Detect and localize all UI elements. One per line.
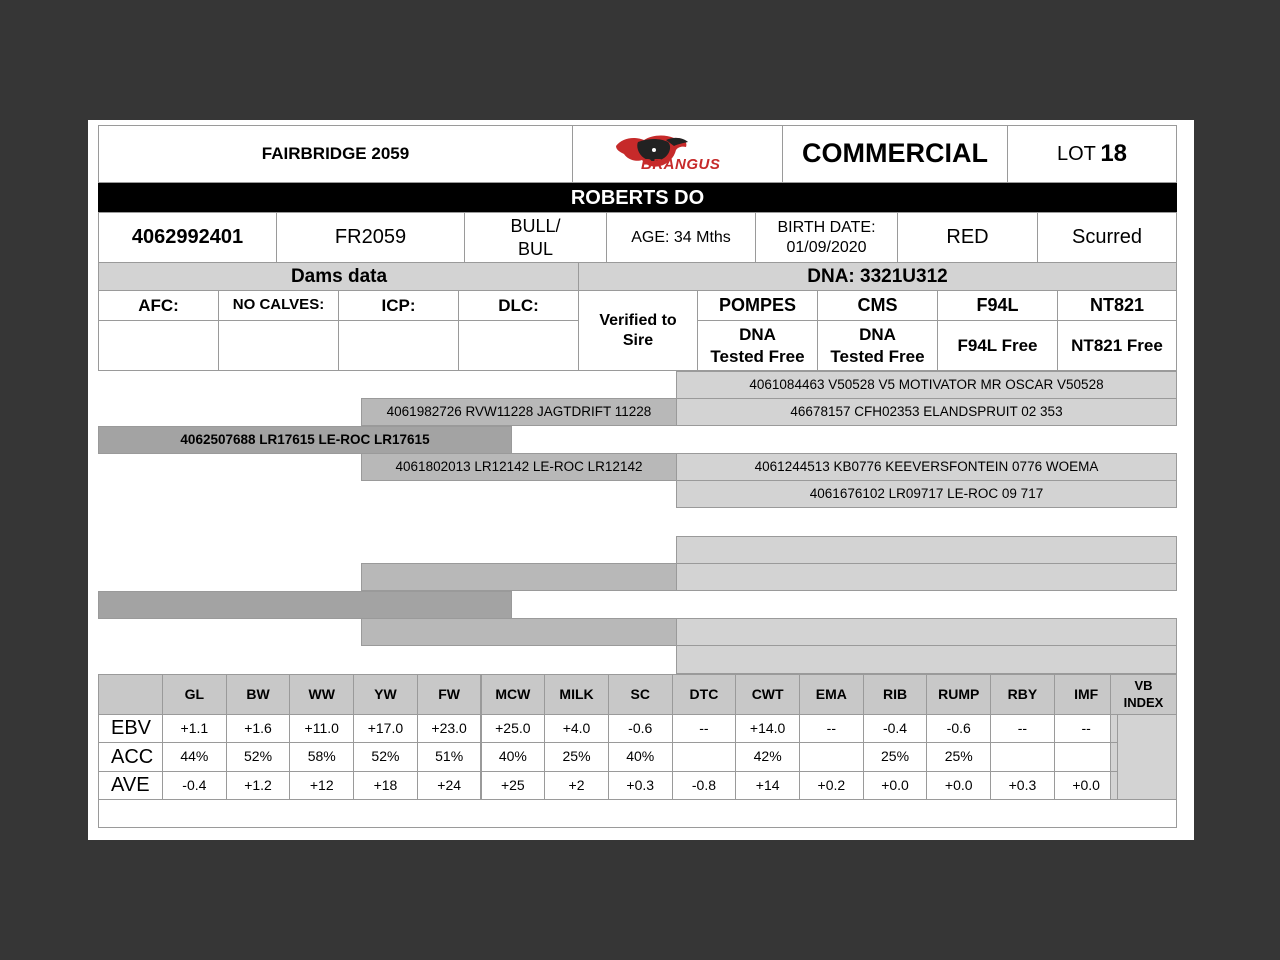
ebv-cell-acc-fw: 51%	[417, 742, 482, 772]
ebv-vb-index-value	[1110, 714, 1177, 800]
ebv-cell-ebv-bw: +1.6	[226, 714, 291, 743]
dams-header-icp: ICP:	[338, 290, 459, 321]
ebv-cell-ave-gl: -0.4	[162, 771, 227, 800]
pedigree-sire: 4062507688 LR17615 LE-ROC LR17615	[98, 426, 512, 454]
ebv-header-rib: RIB	[863, 674, 928, 715]
ebv-cell-ave-milk: +2	[544, 771, 609, 800]
ebv-cell-ave-dtc: -0.8	[672, 771, 737, 800]
pedigree-dam-dam	[361, 618, 677, 646]
ebv-cell-acc-milk: 25%	[544, 742, 609, 772]
ebv-cell-ebv-rib: -0.4	[863, 714, 928, 743]
dna-result-f94l: F94L Free	[937, 320, 1058, 371]
ebv-header-gl: GL	[162, 674, 227, 715]
ebv-cell-ebv-gl: +1.1	[162, 714, 227, 743]
ebv-header-sc: SC	[608, 674, 673, 715]
pedigree-dsd	[676, 563, 1177, 591]
ebv-cell-acc-bw: 52%	[226, 742, 291, 772]
ebv-cell-ebv-mcw: +25.0	[481, 714, 546, 743]
dams-value-dlc	[458, 320, 579, 371]
ebv-corner	[98, 674, 163, 715]
logo-text: BRANGUS	[641, 156, 721, 173]
pedigree-dss	[676, 536, 1177, 564]
ebv-cell-ave-fw: +24	[417, 771, 482, 800]
dams-value-afc	[98, 320, 219, 371]
pedigree-ssd: 46678157 CFH02353 ELANDSPRUIT 02 353	[676, 398, 1177, 426]
dams-value-calves	[218, 320, 339, 371]
ebv-cell-acc-sc: 40%	[608, 742, 673, 772]
dna-verified: Verified to Sire	[578, 290, 698, 371]
ebv-cell-acc-imf	[1054, 742, 1119, 772]
pedigree-ddd	[676, 645, 1177, 674]
ebv-header-rby: RBY	[990, 674, 1055, 715]
pedigree-sdd: 4061676102 LR09717 LE-ROC 09 717	[676, 480, 1177, 508]
ebv-cell-ave-sc: +0.3	[608, 771, 673, 800]
pedigree-sire-dam: 4061802013 LR12142 LE-ROC LR12142	[361, 453, 677, 481]
ebv-row-label-ave: AVE	[98, 771, 163, 800]
ebv-header-bw: BW	[226, 674, 291, 715]
ebv-cell-ebv-fw: +23.0	[417, 714, 482, 743]
pedigree-dam-sire	[361, 563, 677, 591]
animal-tag: FR2059	[276, 212, 465, 263]
footer-empty-row	[98, 799, 1177, 828]
ebv-cell-ave-ww: +12	[289, 771, 354, 800]
ebv-cell-ebv-milk: +4.0	[544, 714, 609, 743]
ebv-cell-ave-rby: +0.3	[990, 771, 1055, 800]
animal-horn: Scurred	[1037, 212, 1177, 263]
dna-result-cms: DNA Tested Free	[817, 320, 938, 371]
dams-header-dlc: DLC:	[458, 290, 579, 321]
ebv-header-rump: RUMP	[926, 674, 991, 715]
animal-color: RED	[897, 212, 1038, 263]
ebv-cell-ebv-sc: -0.6	[608, 714, 673, 743]
ebv-row-label-ebv: EBV	[98, 714, 163, 743]
ebv-header-ema: EMA	[799, 674, 864, 715]
ebv-cell-ebv-ema: --	[799, 714, 864, 743]
ebv-header-cwt: CWT	[735, 674, 800, 715]
dna-title: DNA: 3321U312	[578, 262, 1177, 291]
ebv-cell-ebv-dtc: --	[672, 714, 737, 743]
ebv-cell-acc-cwt: 42%	[735, 742, 800, 772]
ebv-cell-acc-gl: 44%	[162, 742, 227, 772]
ebv-cell-acc-ema	[799, 742, 864, 772]
ebv-cell-ave-yw: +18	[353, 771, 418, 800]
animal-sex: BULL/ BUL	[464, 212, 607, 263]
ebv-cell-acc-mcw: 40%	[481, 742, 546, 772]
ebv-header-fw: FW	[417, 674, 482, 715]
pedigree-dam	[98, 591, 512, 619]
ebv-header-imf: IMF	[1054, 674, 1119, 715]
ebv-cell-ave-rib: +0.0	[863, 771, 928, 800]
ebv-cell-ave-imf: +0.0	[1054, 771, 1119, 800]
animal-id: 4062992401	[98, 212, 277, 263]
ebv-cell-ebv-rby: --	[990, 714, 1055, 743]
ebv-header-dtc: DTC	[672, 674, 737, 715]
ebv-cell-ave-cwt: +14	[735, 771, 800, 800]
ebv-cell-acc-yw: 52%	[353, 742, 418, 772]
pedigree-sss: 4061084463 V50528 V5 MOTIVATOR MR OSCAR V50528	[676, 371, 1177, 399]
birth-date: BIRTH DATE: 01/09/2020	[755, 212, 898, 263]
dams-header-afc: AFC:	[98, 290, 219, 321]
pedigree-sire-sire: 4061982726 RVW11228 JAGTDRIFT 11228	[361, 398, 677, 426]
lot-card	[88, 120, 1194, 840]
ebv-cell-ave-rump: +0.0	[926, 771, 991, 800]
dna-result-nt821: NT821 Free	[1057, 320, 1177, 371]
dna-test-nt821: NT821	[1057, 290, 1177, 321]
ebv-header-milk: MILK	[544, 674, 609, 715]
ebv-cell-acc-rib: 25%	[863, 742, 928, 772]
category-label: COMMERCIAL	[782, 125, 1008, 183]
ebv-cell-ave-ema: +0.2	[799, 771, 864, 800]
dna-test-f94l: F94L	[937, 290, 1058, 321]
dams-header-calves: NO CALVES:	[218, 290, 339, 321]
animal-age: AGE: 34 Mths	[606, 212, 756, 263]
ebv-header-vb-index: VB INDEX	[1110, 674, 1177, 715]
ebv-cell-ebv-rump: -0.6	[926, 714, 991, 743]
ebv-cell-acc-rump: 25%	[926, 742, 991, 772]
pedigree-dds	[676, 618, 1177, 646]
lot-number: LOT 18	[1007, 125, 1177, 183]
ebv-header-ww: WW	[289, 674, 354, 715]
dna-result-pompes: DNA Tested Free	[697, 320, 818, 371]
ebv-cell-ave-bw: +1.2	[226, 771, 291, 800]
ebv-cell-ebv-ww: +11.0	[289, 714, 354, 743]
ebv-cell-ave-mcw: +25	[481, 771, 546, 800]
dams-title: Dams data	[98, 262, 580, 291]
pedigree-sds: 4061244513 KB0776 KEEVERSFONTEIN 0776 WOEMA	[676, 453, 1177, 481]
ebv-cell-acc-ww: 58%	[289, 742, 354, 772]
ebv-cell-acc-rby	[990, 742, 1055, 772]
ebv-cell-acc-dtc	[672, 742, 737, 772]
ebv-header-mcw: MCW	[481, 674, 546, 715]
ebv-cell-ebv-yw: +17.0	[353, 714, 418, 743]
ebv-cell-ebv-cwt: +14.0	[735, 714, 800, 743]
dna-test-cms: CMS	[817, 290, 938, 321]
dams-value-icp	[338, 320, 459, 371]
ebv-row-label-acc: ACC	[98, 742, 163, 772]
animal-name: FAIRBRIDGE 2059	[98, 125, 573, 183]
ebv-cell-ebv-imf: --	[1054, 714, 1119, 743]
owner-bar: ROBERTS DO	[98, 183, 1177, 213]
ebv-header-yw: YW	[353, 674, 418, 715]
dna-test-pompes: POMPES	[697, 290, 818, 321]
brangus-logo	[572, 125, 783, 183]
